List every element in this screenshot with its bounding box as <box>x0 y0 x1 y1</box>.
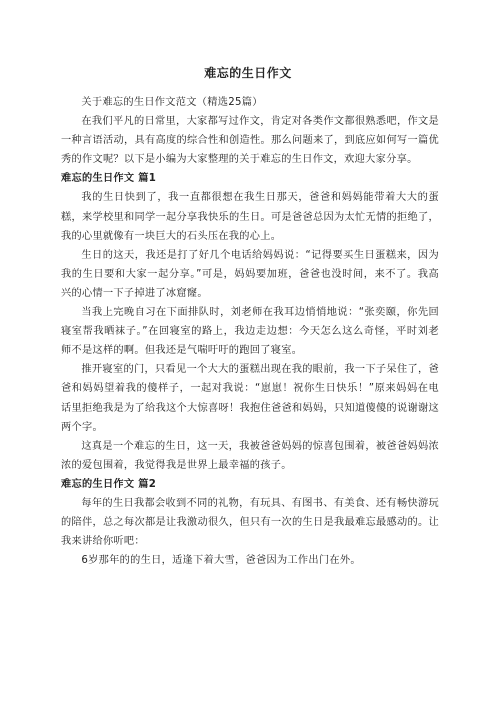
paragraph: 这真是一个难忘的生日，这一天，我被爸爸妈妈的惊喜包围着，被爸爸妈妈浓浓的爱包围着，我觉得我是世界上最幸福的孩子。 <box>61 440 439 471</box>
document-body <box>61 93 439 570</box>
intro-paragraph: 在我们平凡的日常里，大家都写过作文，肯定对各类作文都很熟悉吧，作文是一种言语活动，具有高度的综合性和创造性。那么问题来了，到底应如何写一篇优秀的作文呢？以下是小编为大家整理的关于难忘的生日作文，欢迎大家分享。 <box>61 116 439 166</box>
paragraph: 6岁那年的的生日，适逢下着大雪，爸爸因为工作出门在外。 <box>81 555 361 567</box>
paragraph: 生日的这天，我还是打了好几个电话给妈妈说：“记得要买生日蛋糕来，因为我的生日要和大家一起分享。”可是，妈妈要加班，爸爸也没时间，来不了。我高兴的心情一下子掉进了冰窟窿。 <box>61 249 439 299</box>
paragraph: 推开寝室的门，只看见一个大大的蛋糕出现在我的眼前，我一下子呆住了，爸爸和妈妈望着我的傻样子，一起对我说：“崽崽！祝你生日快乐！”原来妈妈在电话里拒绝我是为了给我这个大惊喜呀！我抱住爸爸和妈妈，只知道傻傻的说谢谢这两个字。 <box>61 364 439 433</box>
paragraph: 我的生日快到了，我一直都很想在我生日那天，爸爸和妈妈能带着大大的蛋糕，来学校里和同学一起分享我快乐的生日。可是爸爸总因为太忙无情的拒绝了，我的心里就像有一块巨大的石头压在我的心上。 <box>61 192 439 242</box>
intro-subtitle: 关于难忘的生日作文范文（精选25篇） <box>81 97 263 108</box>
paragraph: 当我上完晚自习在下面排队时，刘老师在我耳边悄悄地说：“张奕颐，你先回寝室帮我晒袜子。”在回寝室的路上，我边走边想：今天怎么这么奇怪，平时刘老师不是这样的啊。但我还是气喘吁吁的跑回了寝室。 <box>61 307 439 357</box>
section-heading: 难忘的生日作文 篇1 <box>61 173 157 185</box>
section-heading: 难忘的生日作文 篇2 <box>61 478 157 490</box>
page-title: 难忘的生日作文 <box>204 66 292 80</box>
paragraph: 每年的生日我都会收到不同的礼物，有玩具、有图书、有美食、还有畅快游玩的陪伴，总之每次都是让我激动很久，但只有一次的生日是我最难忘最感动的。让我来讲给你听吧： <box>61 497 439 548</box>
